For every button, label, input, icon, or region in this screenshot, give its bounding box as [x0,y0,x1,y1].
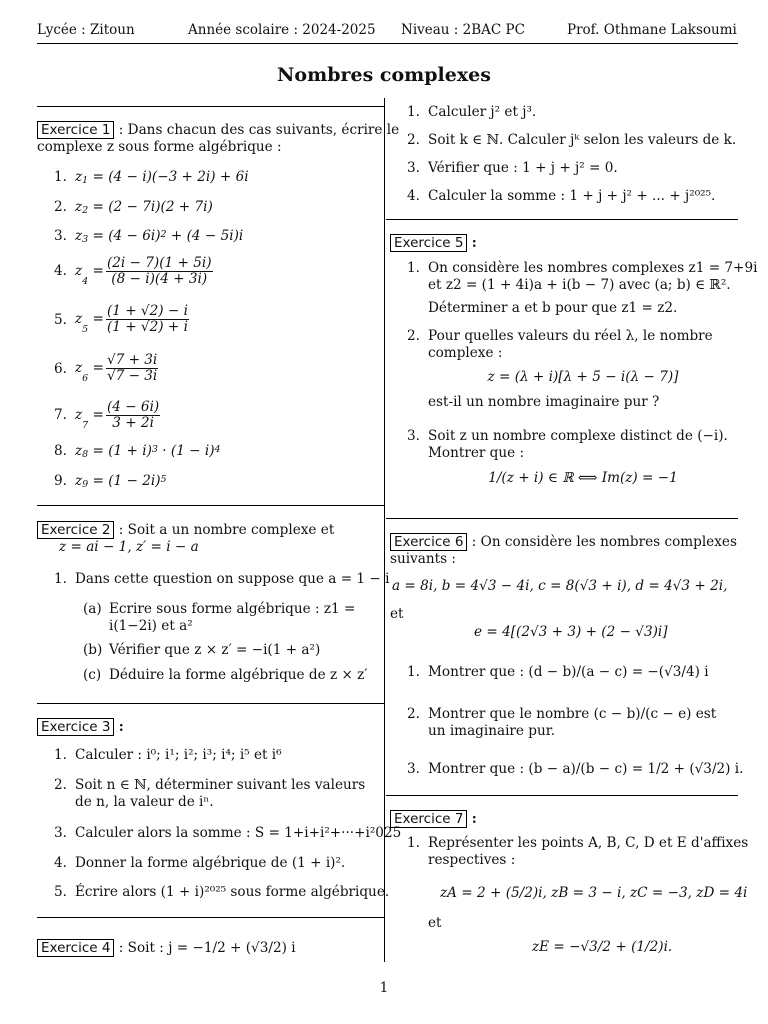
exercise-2 [37,521,382,556]
exercise-intro: : On considère les nombres complexes [471,534,737,550]
exercise-3: Exercice 3 : [37,718,382,736]
affixes: zA = 2 + (5/2)i, zB = 3 − i, zC = −3, zD = 4i [440,885,748,901]
complex-e: e = 4[(2√3 + 3) + (2 − √3)i] [474,624,668,640]
school-name: Lycée : Zitoun [37,22,135,38]
separator [37,505,384,506]
exercise-7: Exercice 7 : [390,810,477,828]
separator [386,518,738,519]
exercise-5: Exercice 5 : [390,234,477,252]
class-level: Niveau : 2BAC PC [401,22,525,38]
separator [37,106,384,107]
exercise-6: Exercice 6 : On considère les nombres complexes suivants : [390,534,737,567]
separator [386,219,738,220]
separator [37,917,384,918]
exercise-label: Exercice 1 [37,121,114,139]
connector-text: et [428,915,442,931]
page-number: 1 [379,980,389,996]
exercise-1 [37,121,400,156]
exercise-intro: : Soit a un nombre complexe et [118,522,335,538]
exercise-label: Exercice 2 [37,521,114,539]
page-header [0,22,768,40]
page-title: Nombres complexes [277,64,491,86]
school-year: Année scolaire : 2024-2025 [188,22,376,38]
exercise-label: Exercice 4 [37,939,114,957]
exercise-label: Exercice 3 [37,718,114,736]
connector-text: et [390,606,404,622]
exercise-label: Exercice 6 [390,533,467,551]
separator [37,703,384,704]
exercise-intro-cont: complexe z sous forme algébrique : [37,139,282,155]
exercise-label: Exercice 5 [390,234,467,252]
exercise-4 [37,939,296,957]
complex-defs: a = 8i, b = 4√3 − 4i, c = 8(√3 + i), d = 4√3 + 2i, [392,578,728,594]
exercise-intro: : Soit : j = −1/2 + (√3/2) i [118,940,296,956]
affix-e: zE = −√3/2 + (1/2)i. [532,939,673,955]
exercise-label: Exercice 7 [390,810,467,828]
exercise-intro-cont: z = ai − 1, z′ = i − a [59,539,199,555]
header-rule [37,43,738,44]
separator [386,795,738,796]
teacher-name: Prof. Othmane Laksoumi [567,22,737,38]
exercise-intro: : Dans chacun des cas suivants, écrire le [118,122,400,138]
